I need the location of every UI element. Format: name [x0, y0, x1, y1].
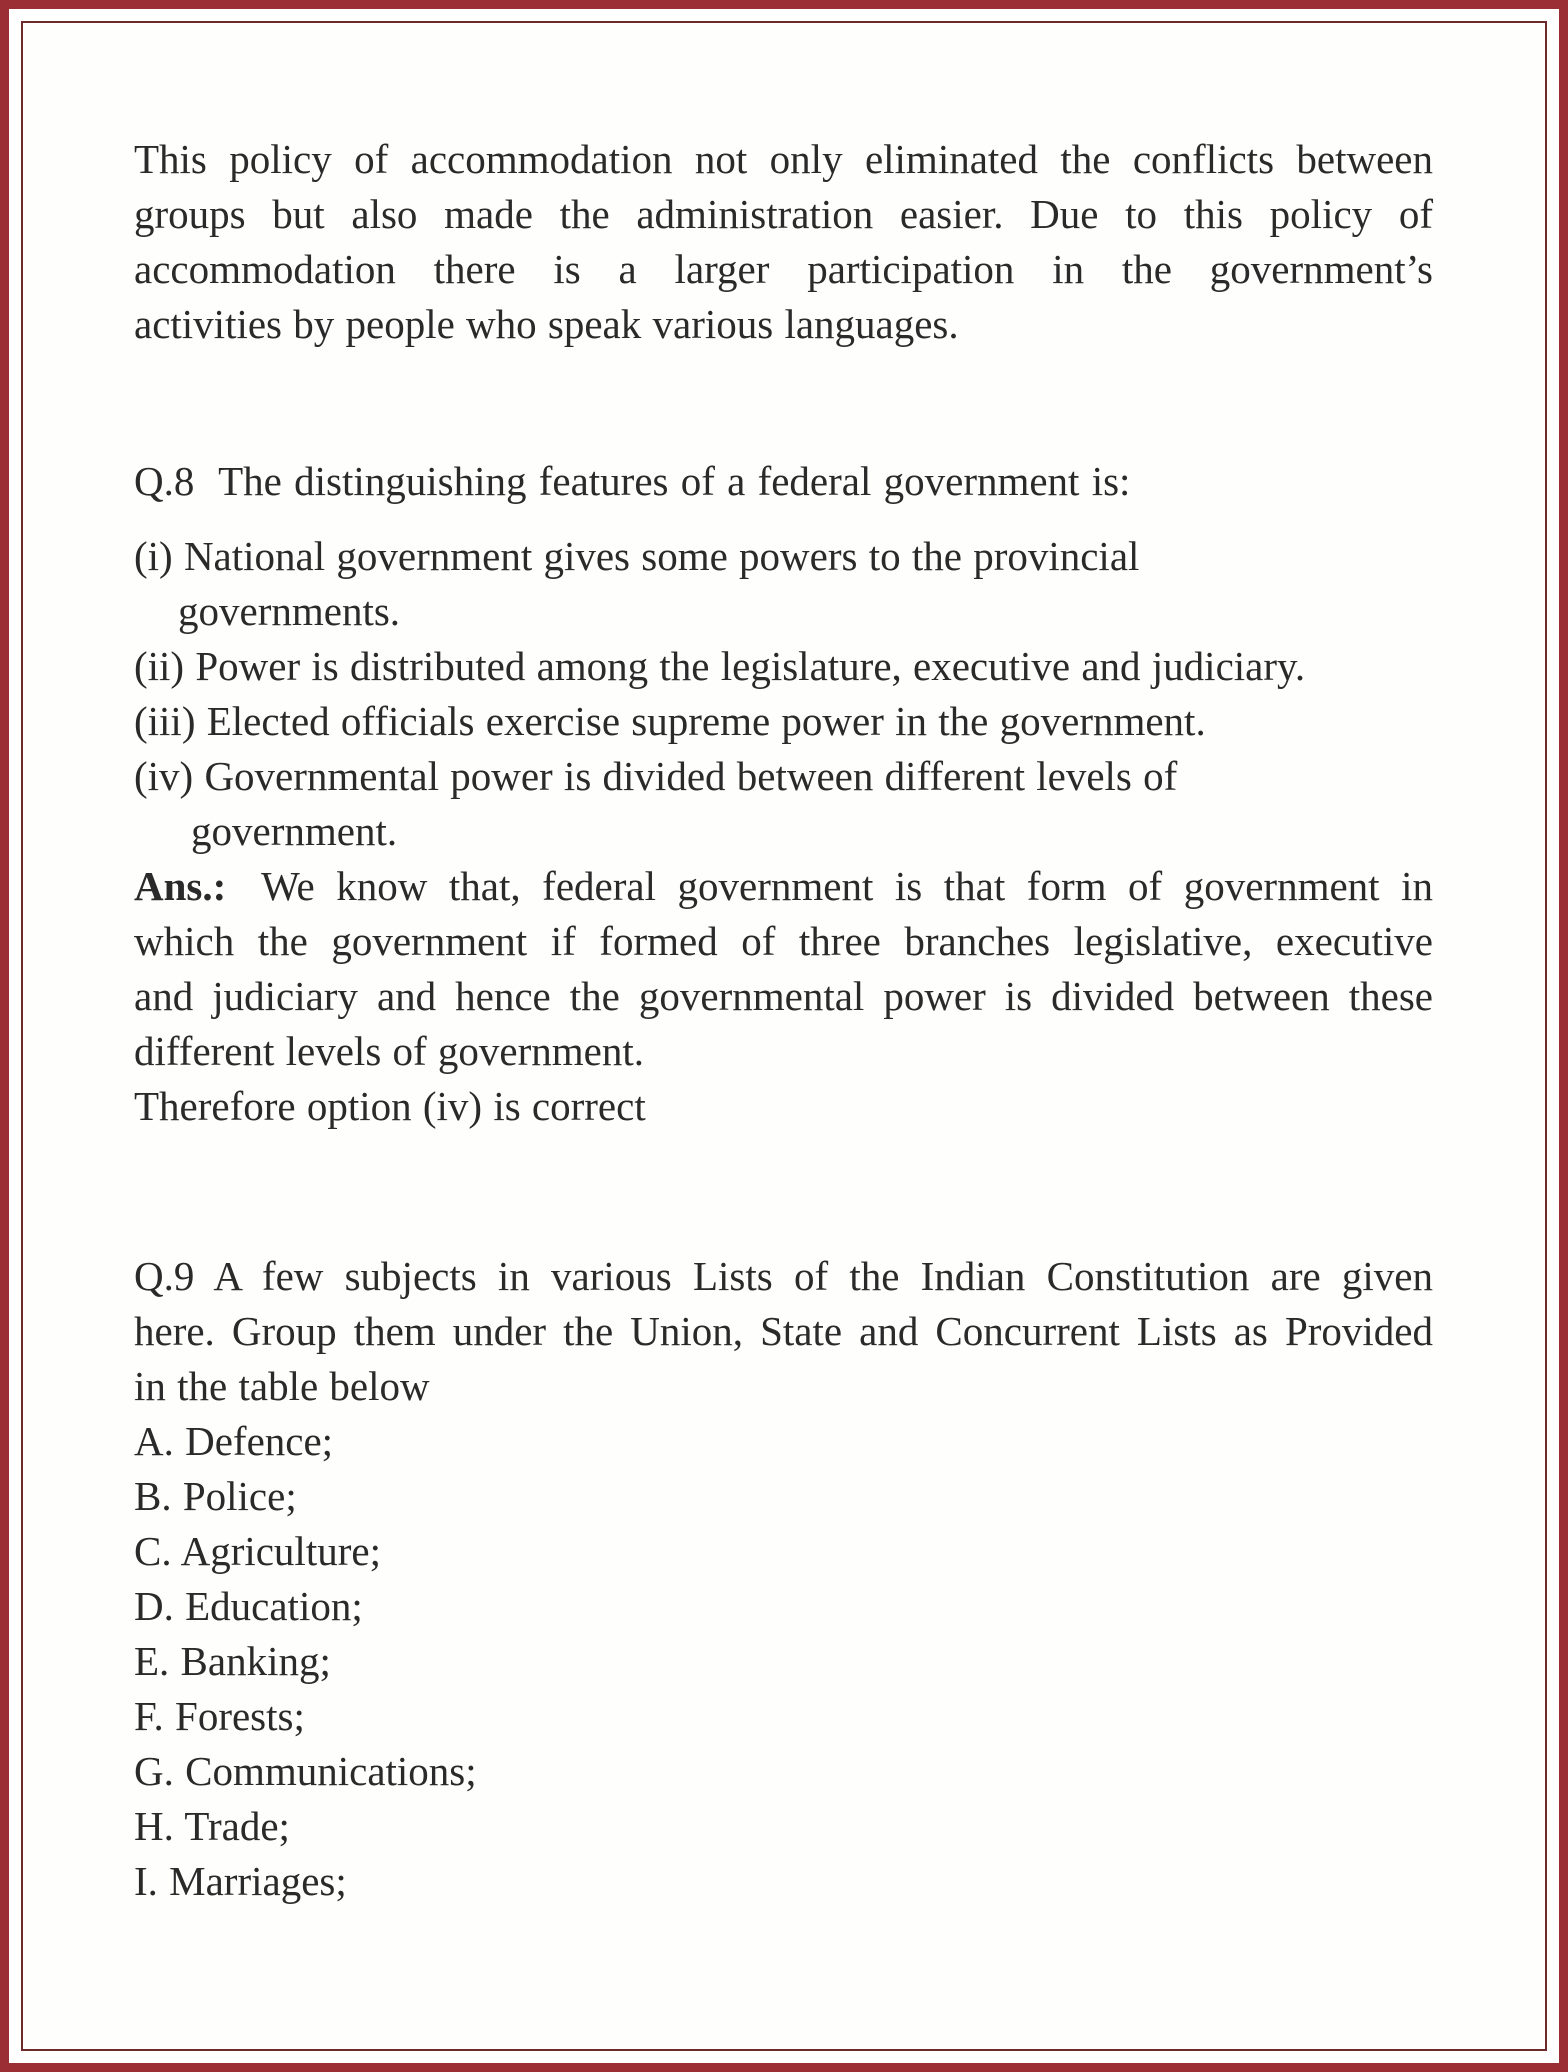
subject-item: A. Defence; [134, 1418, 334, 1464]
option-iv: (iv) Governmental power is divided between different levels of [134, 753, 1178, 799]
subject-item: B. Police; [134, 1473, 297, 1519]
answer-label: Ans.: [134, 863, 227, 909]
option-ii: (ii) Power is distributed among the legislature, executive and judiciary. [134, 643, 1306, 689]
option-i: (i) National government gives some powers to the provincial [134, 533, 1140, 579]
intro-line: This policy of accommodation not only eliminated the conflicts between [134, 136, 1433, 182]
subject-item: G. Communications; [134, 1748, 477, 1794]
subject-item: E. Banking; [134, 1638, 331, 1684]
answer-line: which the government if formed of three branches legislative, executive [134, 918, 1433, 964]
answer-line: and judiciary and hence the governmental power is divided between these [134, 973, 1433, 1019]
answer-line: different levels of government. [134, 1028, 645, 1074]
subject-item: I. Marriages; [134, 1858, 347, 1904]
answer-line [134, 859, 1433, 914]
subject-item: F. Forests; [134, 1693, 305, 1739]
subject-item: C. Agriculture; [134, 1528, 381, 1574]
option-iv-continuation: government. [191, 808, 398, 854]
question-9-line: Q.9 A few subjects in various Lists of the Indian Constitution are given [134, 1253, 1433, 1299]
subject-item: D. Education; [134, 1583, 363, 1629]
answer-conclusion: Therefore option (iv) is correct [134, 1083, 646, 1129]
option-i-continuation: governments. [178, 588, 401, 634]
answer-text: We know that, federal government is that form of government in [261, 863, 1433, 909]
intro-line: activities by people who speak various languages. [134, 301, 959, 347]
intro-line: accommodation there is a larger participation in the government’s [134, 246, 1433, 292]
subject-item: H. Trade; [134, 1803, 290, 1849]
question-8-text: Q.8 The distinguishing features of a federal government is: [134, 458, 1131, 504]
option-iii: (iii) Elected officials exercise supreme power in the government. [134, 698, 1206, 744]
question-9-line: here. Group them under the Union, State and Concurrent Lists as Provided [134, 1308, 1433, 1354]
intro-line: groups but also made the administration easier. Due to this policy of [134, 191, 1433, 237]
question-9-line: in the table below [134, 1363, 430, 1409]
